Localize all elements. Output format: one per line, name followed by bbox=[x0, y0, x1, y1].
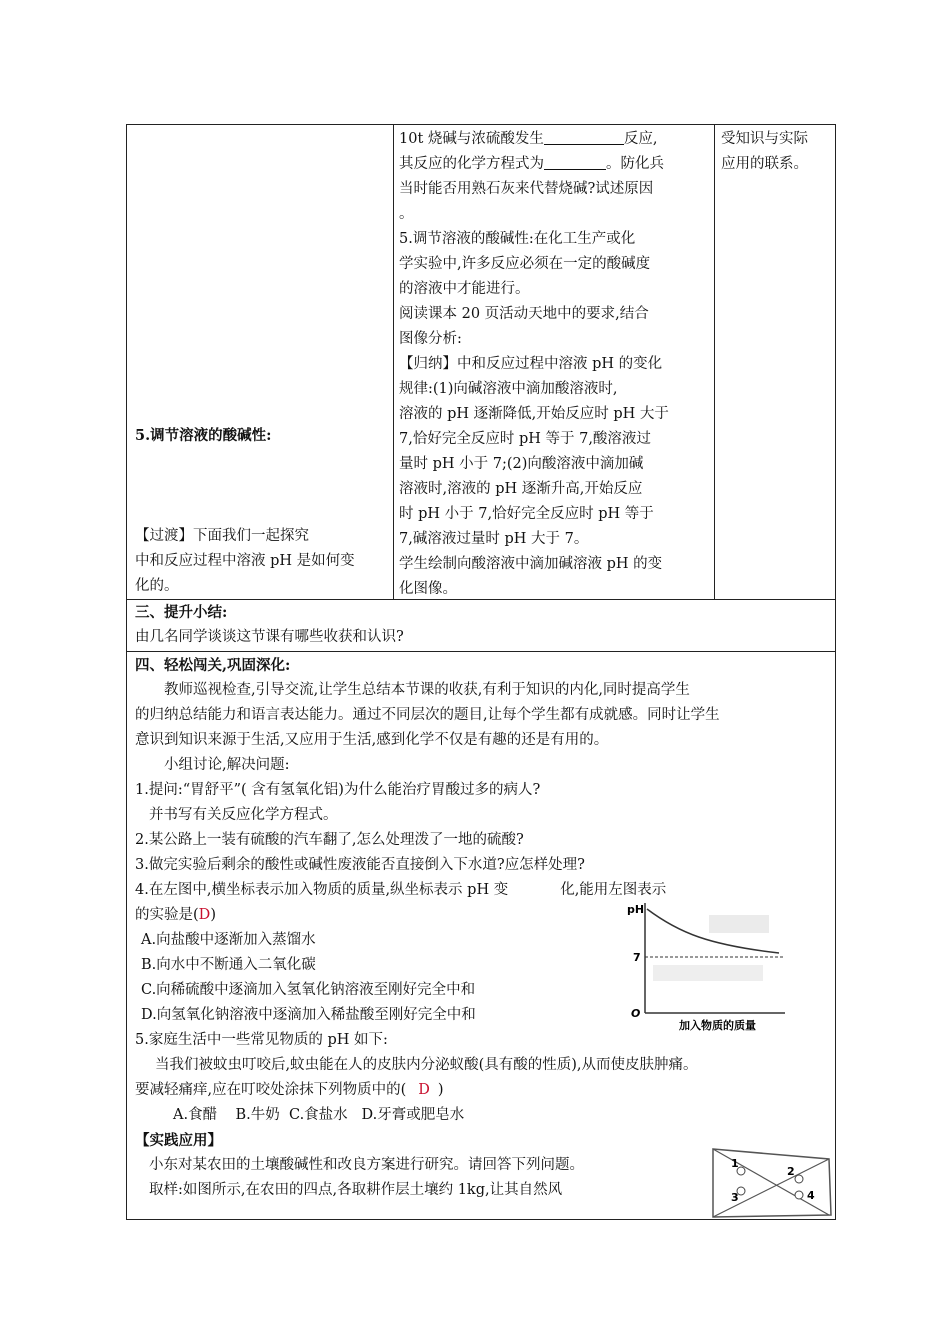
origin-label: O bbox=[631, 1007, 641, 1020]
column-3-content bbox=[721, 127, 833, 177]
column-divider-2 bbox=[714, 125, 715, 599]
section-3-text: 由几名同学谈谈这节课有哪些收获和认识? bbox=[135, 629, 404, 645]
question-5-options: A.食醋 B.牛奶 C.食盐水 D.牙膏或肥皂水 bbox=[173, 1107, 465, 1123]
faded-mark bbox=[653, 965, 763, 981]
col2-line: 7,恰好完全反应时 pH 等于 7,酸溶液过 bbox=[399, 431, 651, 447]
question-4: 4.在左图中,横坐标表示加入物质的质量,纵坐标表示 pH 变 化,能用左图表示 bbox=[135, 882, 667, 898]
col2-line: 规律:(1)向碱溶液中滴加酸溶液时, bbox=[399, 381, 618, 397]
col2-line: 溶液时,溶液的 pH 逐渐升高,开始反应 bbox=[399, 481, 643, 497]
lesson-table bbox=[126, 124, 836, 1220]
answer-blank[interactable] bbox=[544, 128, 624, 145]
question-1-cont: 并书写有关反应化学方程式。 bbox=[149, 807, 338, 823]
x-axis-label: 加入物质的质量 bbox=[679, 1019, 756, 1031]
question-5-text: 当我们被蚊虫叮咬后,蚊虫能在人的皮肤内分泌蚁酸(具有酸的性质),从而使皮肤肿痛。 bbox=[155, 1057, 698, 1073]
col2-line: 化图像。 bbox=[399, 581, 457, 597]
question-1: 1.提问:“胃舒平”( 含有氢氧化铝)为什么能治疗胃酸过多的病人? bbox=[135, 782, 541, 798]
practice-line: 小东对某农田的土壤酸碱性和改良方案进行研究。请回答下列问题。 bbox=[149, 1157, 584, 1173]
point-label: 4 bbox=[807, 1189, 815, 1202]
section-heading-ph: 5.调节溶液的酸碱性: bbox=[135, 427, 272, 444]
sample-point bbox=[795, 1191, 803, 1199]
para-line: 教师巡视检查,引导交流,让学生总结本节课的收获,有利于知识的内化,同时提高学生 bbox=[164, 682, 690, 698]
answer-4: D bbox=[198, 907, 211, 923]
question-5-text: 要减轻痛痒,应在叮咬处涂抹下列物质中的( D ) bbox=[135, 1082, 444, 1098]
practice-title: 【实践应用】 bbox=[135, 1132, 222, 1149]
para-line: 的归纳总结能力和语言表达能力。通过不同层次的题目,让每个学生都有成就感。同时让学生 bbox=[135, 707, 720, 723]
col2-line: 7,碱溶液过量时 pH 大于 7。 bbox=[399, 531, 589, 547]
discussion-label: 小组讨论,解决问题: bbox=[164, 757, 290, 773]
answer-blank[interactable] bbox=[544, 153, 606, 170]
col2-line: 时 pH 小于 7,恰好完全反应时 pH 等于 bbox=[399, 506, 654, 522]
col2-line: 。 bbox=[399, 206, 414, 222]
col2-line-1: 10t 烧碱与浓硫酸发生 反应, bbox=[399, 127, 711, 152]
col3-line: 受知识与实际 bbox=[721, 131, 808, 147]
y-axis-label: pH bbox=[627, 903, 645, 916]
answer-5: D bbox=[418, 1082, 430, 1098]
col2-line: 阅读课本 20 页活动天地中的要求,结合 bbox=[399, 306, 649, 322]
ph-graph bbox=[619, 893, 791, 1031]
question-4-cont: 的实验是(D) bbox=[135, 907, 216, 923]
question-2: 2.某公路上一装有硫酸的汽车翻了,怎么处理泼了一地的硫酸? bbox=[135, 832, 524, 848]
question-3: 3.做完实验后剩余的酸性或碱性废液能否直接倒入下水道?应怎样处理? bbox=[135, 857, 585, 873]
col2-line: 量时 pH 小于 7;(2)向酸溶液中滴加碱 bbox=[399, 456, 644, 472]
section-4-title: 四、轻松闯关,巩固深化: bbox=[135, 657, 291, 674]
row-divider-2 bbox=[127, 651, 835, 652]
col2-line: 溶液的 pH 逐渐降低,开始反应时 pH 大于 bbox=[399, 406, 669, 422]
col2-line: 图像分析: bbox=[399, 331, 462, 347]
option: B.向水中不断通入二氧化碳 bbox=[141, 957, 316, 973]
point-label: 1 bbox=[731, 1157, 739, 1170]
col2-line-2: 其反应的化学方程式为 。防化兵 bbox=[399, 152, 711, 177]
point-label: 2 bbox=[787, 1165, 795, 1178]
section-3-title: 三、提升小结: bbox=[135, 604, 228, 621]
col2-line: 5.调节溶液的酸碱性:在化工生产或化 bbox=[399, 231, 636, 247]
transition-note: 【过渡】下面我们一起探究 中和反应过程中溶液 pH 是如何变 化的。 bbox=[135, 528, 355, 594]
sample-point bbox=[795, 1175, 803, 1183]
column-divider-1 bbox=[393, 125, 394, 599]
col2-line: 的溶液中才能进行。 bbox=[399, 281, 530, 297]
faded-mark bbox=[709, 915, 769, 933]
para-line: 意识到知识来源于生活,又应用于生活,感到化学不仅是有趣的还是有用的。 bbox=[135, 732, 609, 748]
seven-tick-label: 7 bbox=[633, 951, 641, 964]
col3-line: 应用的联系。 bbox=[721, 156, 808, 172]
section-3 bbox=[135, 600, 825, 650]
col2-line: 【归纳】中和反应过程中溶液 pH 的变化 bbox=[399, 356, 663, 372]
col2-line: 学实验中,许多反应必须在一定的酸碱度 bbox=[399, 256, 651, 272]
col2-line: 学生绘制向酸溶液中滴加碱溶液 pH 的变 bbox=[399, 556, 663, 572]
option: A.向盐酸中逐渐加入蒸馏水 bbox=[141, 932, 316, 948]
option: C.向稀硫酸中逐滴加入氢氧化钠溶液至刚好完全中和 bbox=[141, 982, 476, 998]
col2-line: 当时能否用熟石灰来代替烧碱?试述原因 bbox=[399, 181, 654, 197]
column-2-content bbox=[399, 127, 711, 602]
practice-line: 取样:如图所示,在农田的四点,各取耕作层土壤约 1kg,让其自然风 bbox=[149, 1182, 563, 1198]
question-5: 5.家庭生活中一些常见物质的 pH 如下: bbox=[135, 1032, 388, 1048]
option: D.向氢氧化钠溶液中逐滴加入稀盐酸至刚好完全中和 bbox=[141, 1007, 476, 1023]
point-label: 3 bbox=[731, 1191, 739, 1204]
field-diagram bbox=[711, 1147, 833, 1219]
